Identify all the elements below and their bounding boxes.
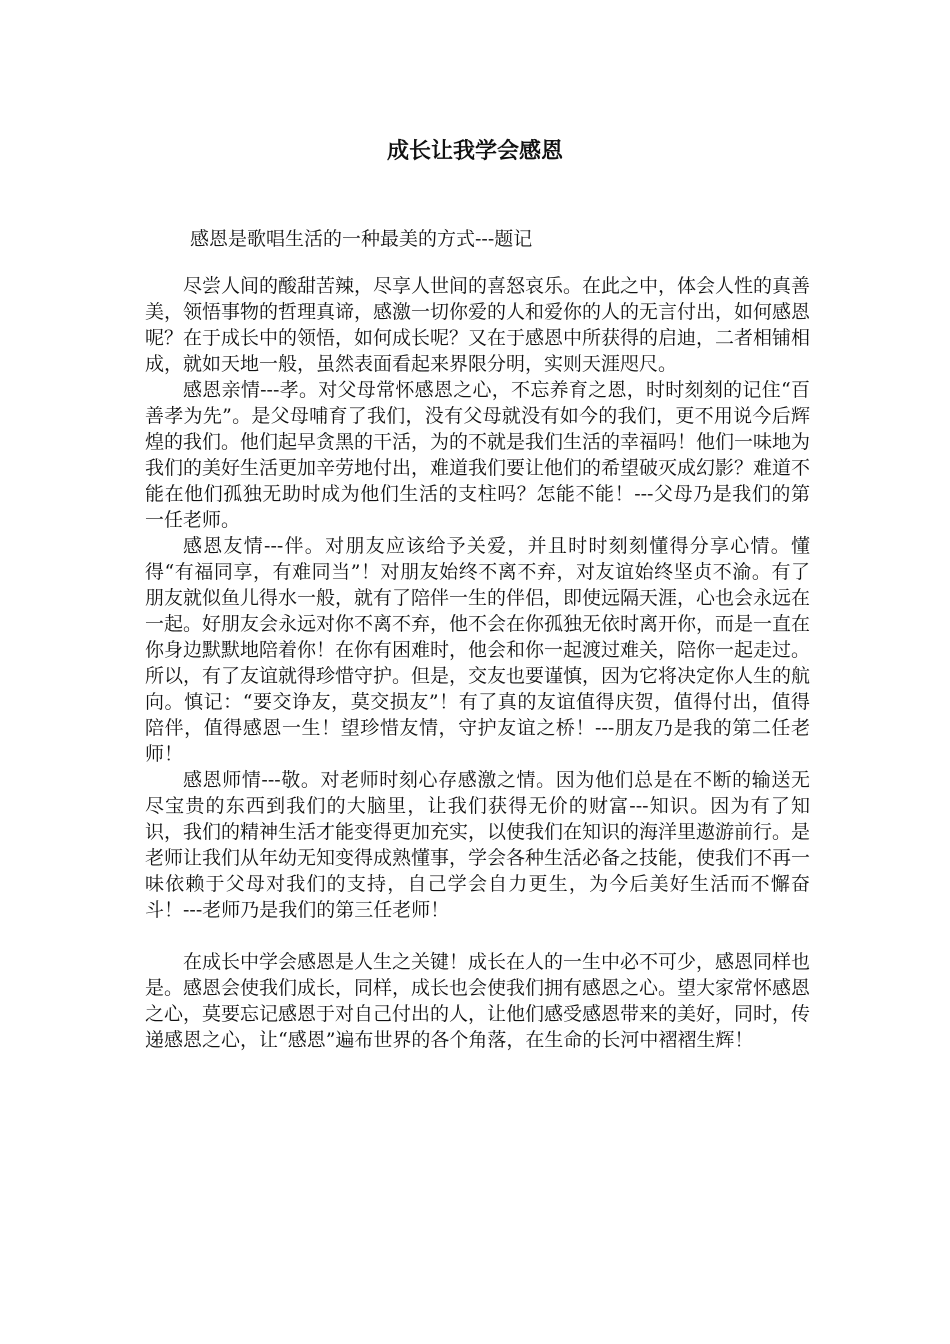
paragraph-teacher: 感恩师情---敬。对老师时刻心存感激之情。因为他们总是在不断的输送无尽宝贵的东西到我们的大脑里，让我们获得无价的财富---知识。因为有了知识，我们的精神生活才能变得更加充实，以使我们在知识的海洋里遨游前行。是老师让我们从年幼无知变得成熟懂事，学会各种生活必备之技能，使我们不再一味依赖于父母对我们的支持，自己学会自力更生，为今后美好生活而不懈奋斗！---老师乃是我们的第三任老师！	[145, 769, 811, 921]
document-body	[145, 273, 810, 1053]
paragraph-intro: 尽尝人间的酸甜苦辣，尽享人世间的喜怒哀乐。在此之中，体会人性的真善美，领悟事物的哲理真谛，感激一切你爱的人和爱你的人的无言付出，如何感恩呢？在于成长中的领悟，如何成长呢？又在于感恩中所获得的启迪，二者相铺相成，就如天地一般，虽然表面看起来界限分明，实则天涯咫尺。	[145, 275, 811, 375]
epigraph: 感恩是歌唱生活的一种最美的方式---题记	[190, 228, 533, 250]
document-title: 成长让我学会感恩	[386, 138, 563, 164]
paragraph-conclusion: 在成长中学会感恩是人生之关键！成长在人的一生中必不可少，感恩同样也是。感恩会使我们成长，同样，成长也会使我们拥有感恩之心。望大家常怀感恩之心，莫要忘记感恩于对自己付出的人，让他们感受感恩带来的美好，同时，传递感恩之心，让“感恩”遍布世界的各个角落，在生命的长河中褶褶生辉！	[145, 951, 811, 1051]
paragraph-friendship: 感恩友情---伴。对朋友应该给予关爱，并且时时刻刻懂得分享心情。懂得“有福同享，有难同当”！对朋友始终不离不弃，对友谊始终坚贞不渝。有了朋友就似鱼儿得水一般，就有了陪伴一生的伴侣，即使远隔天涯，心也会永远在一起。好朋友会永远对你不离不弃，他不会在你孤独无依时离开你，而是一直在你身边默默地陪着你！在你有困难时，他会和你一起渡过难关，陪你一起走过。所以，有了友谊就得珍惜守护。但是，交友也要谨慎，因为它将决定你人生的航向。慎记：“要交诤友，莫交损友”！有了真的友谊值得庆贺，值得付出，值得陪伴，值得感恩一生！望珍惜友情，守护友谊之桥！---朋友乃是我的第二任老师！	[145, 535, 811, 765]
paragraph-family: 感恩亲情---孝。对父母常怀感恩之心，不忘养育之恩，时时刻刻的记住“百善孝为先”。是父母哺育了我们，没有父母就没有如今的我们，更不用说今后辉煌的我们。他们起早贪黑的干活，为的不就是我们生活的幸福吗！他们一味地为我们的美好生活更加辛劳地付出，难道我们要让他们的希望破灭成幻影？难道不能在他们孤独无助时成为他们生活的支柱吗？怎能不能！---父母乃是我们的第一任老师。	[145, 379, 811, 531]
